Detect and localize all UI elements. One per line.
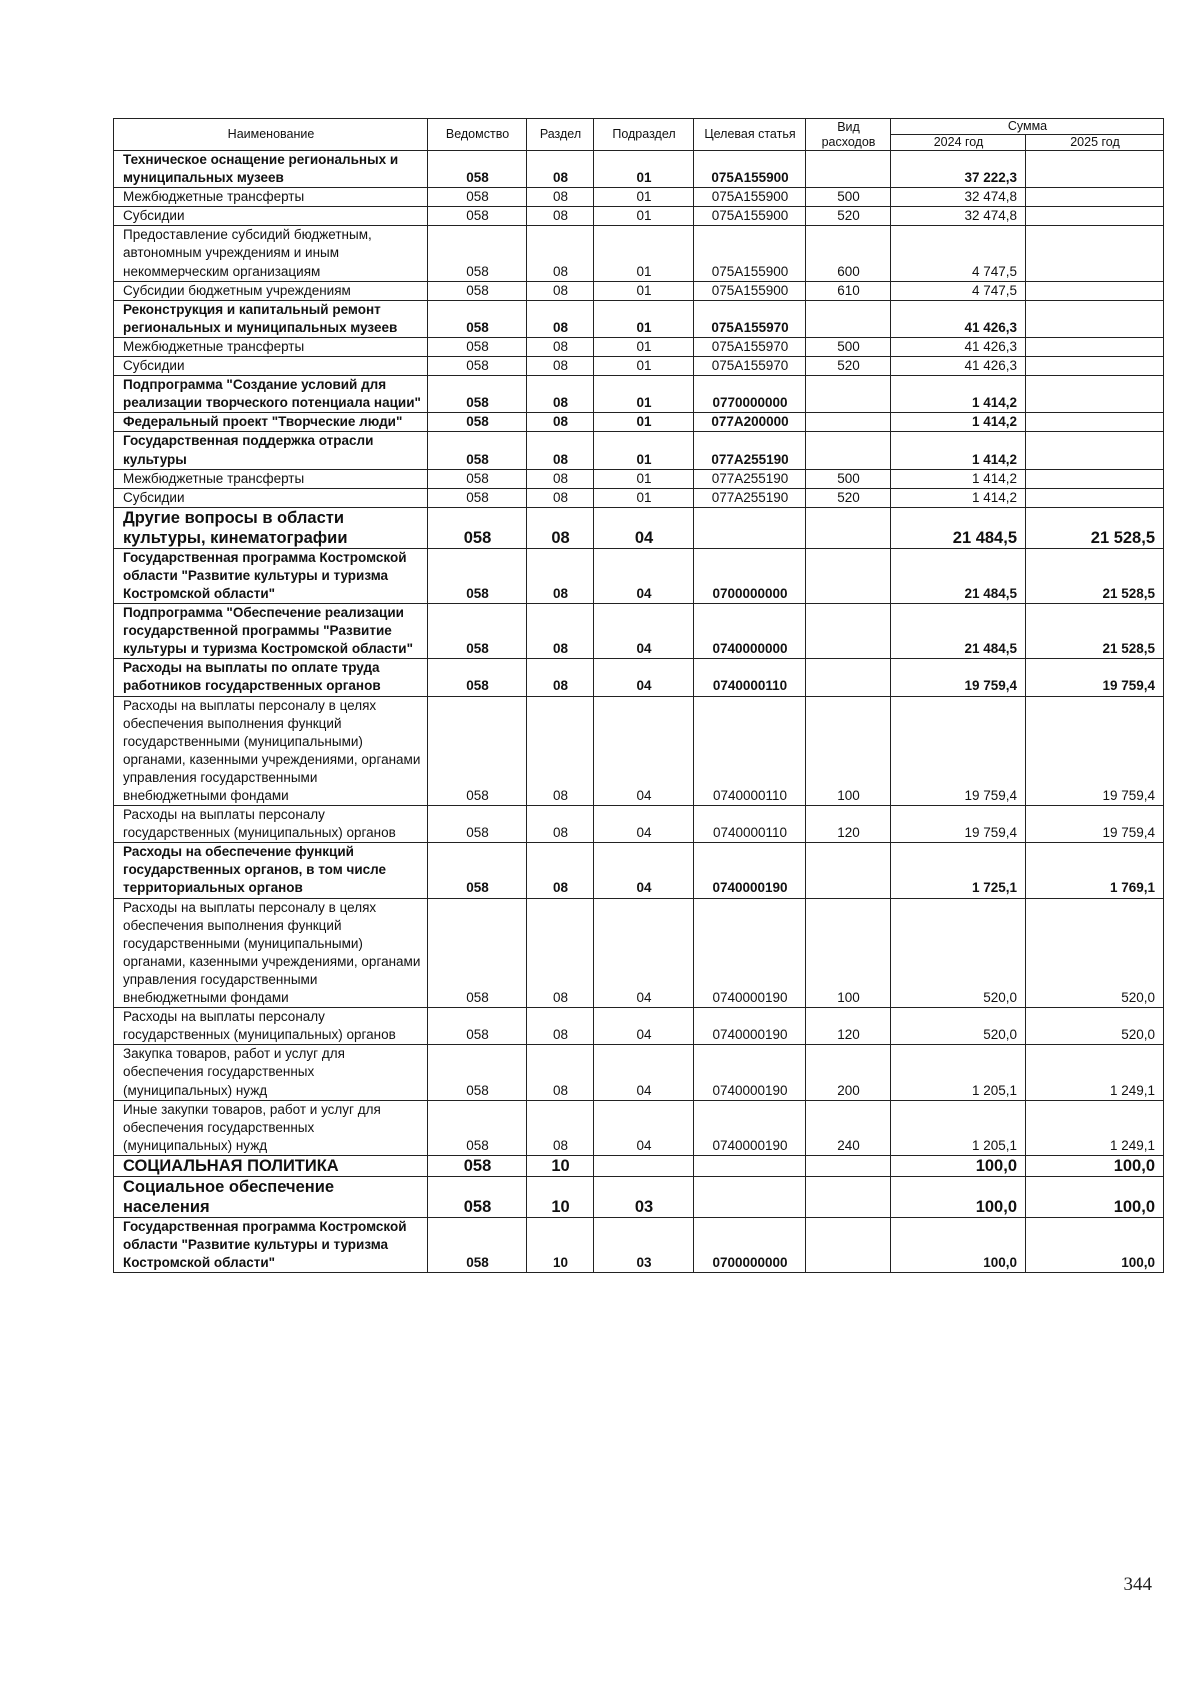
cell-vid-rashodov: [806, 151, 891, 188]
cell-razdel: 08: [527, 469, 594, 488]
cell-celevaya-statya: [694, 1176, 806, 1217]
cell-name: Расходы на выплаты персоналу государственных (муниципальных) органов: [114, 1008, 428, 1045]
cell-vedomstvo: 058: [428, 376, 527, 413]
cell-razdel: 08: [527, 207, 594, 226]
cell-podrazdel: 01: [594, 469, 694, 488]
cell-sum-2025: [1026, 357, 1164, 376]
cell-sum-2025: [1026, 281, 1164, 300]
cell-sum-2024: 100,0: [891, 1217, 1026, 1272]
cell-podrazdel: 01: [594, 207, 694, 226]
cell-razdel: 08: [527, 843, 594, 898]
page-number: 344: [1123, 1574, 1152, 1595]
cell-razdel: 08: [527, 659, 594, 696]
table-row: [114, 151, 1164, 188]
cell-sum-2024: 19 759,4: [891, 659, 1026, 696]
header-vid-rashodov: Вид расходов: [806, 119, 891, 151]
cell-celevaya-statya: 075A155900: [694, 226, 806, 281]
cell-name: Государственная программа Костромской области "Развитие культуры и туризма Костромской области": [114, 548, 428, 603]
table-row: [114, 488, 1164, 507]
cell-podrazdel: 01: [594, 226, 694, 281]
cell-celevaya-statya: 075A155900: [694, 207, 806, 226]
cell-razdel: 08: [527, 188, 594, 207]
cell-sum-2025: 1 249,1: [1026, 1100, 1164, 1155]
budget-table-sheet: [113, 118, 1163, 1273]
cell-sum-2025: 19 759,4: [1026, 696, 1164, 806]
cell-podrazdel: 01: [594, 151, 694, 188]
cell-sum-2025: [1026, 207, 1164, 226]
cell-sum-2025: [1026, 413, 1164, 432]
cell-vedomstvo: 058: [428, 1045, 527, 1100]
cell-celevaya-statya: 0740000190: [694, 843, 806, 898]
cell-sum-2024: 520,0: [891, 1008, 1026, 1045]
cell-vid-rashodov: [806, 659, 891, 696]
table-row: [114, 843, 1164, 898]
cell-name: Субсидии: [114, 207, 428, 226]
cell-podrazdel: 04: [594, 806, 694, 843]
cell-name: Закупка товаров, работ и услуг для обеспечения государственных (муниципальных) нужд: [114, 1045, 428, 1100]
cell-name: Подпрограмма "Обеспечение реализации государственной программы "Развитие культуры и туризма Костромской области": [114, 604, 428, 659]
table-row: [114, 413, 1164, 432]
cell-name: Расходы на выплаты по оплате труда работников государственных органов: [114, 659, 428, 696]
cell-podrazdel: 04: [594, 898, 694, 1008]
cell-celevaya-statya: 0740000000: [694, 604, 806, 659]
cell-vid-rashodov: 600: [806, 226, 891, 281]
header-podrazdel: Подраздел: [594, 119, 694, 151]
cell-celevaya-statya: 077A255190: [694, 469, 806, 488]
cell-sum-2024: 19 759,4: [891, 806, 1026, 843]
cell-sum-2024: 41 426,3: [891, 357, 1026, 376]
cell-vid-rashodov: 100: [806, 696, 891, 806]
cell-vedomstvo: 058: [428, 659, 527, 696]
cell-vedomstvo: 058: [428, 1217, 527, 1272]
cell-razdel: 08: [527, 1008, 594, 1045]
cell-vid-rashodov: 610: [806, 281, 891, 300]
cell-vedomstvo: 058: [428, 300, 527, 337]
cell-sum-2024: 520,0: [891, 898, 1026, 1008]
cell-name: Реконструкция и капитальный ремонт региональных и муниципальных музеев: [114, 300, 428, 337]
cell-sum-2025: 520,0: [1026, 1008, 1164, 1045]
header-summa: Сумма: [891, 119, 1164, 135]
cell-celevaya-statya: 0740000190: [694, 898, 806, 1008]
cell-razdel: 08: [527, 337, 594, 356]
cell-sum-2024: 100,0: [891, 1155, 1026, 1176]
table-row: [114, 1176, 1164, 1217]
cell-podrazdel: [594, 1155, 694, 1176]
cell-podrazdel: 04: [594, 1045, 694, 1100]
cell-celevaya-statya: 075A155970: [694, 300, 806, 337]
cell-vedomstvo: 058: [428, 488, 527, 507]
table-row: [114, 469, 1164, 488]
cell-vedomstvo: 058: [428, 337, 527, 356]
cell-sum-2024: 41 426,3: [891, 337, 1026, 356]
cell-celevaya-statya: 0740000110: [694, 696, 806, 806]
cell-name: Субсидии: [114, 488, 428, 507]
cell-name: Другие вопросы в области культуры, кинематографии: [114, 507, 428, 548]
cell-vedomstvo: 058: [428, 1008, 527, 1045]
cell-podrazdel: 01: [594, 337, 694, 356]
cell-podrazdel: 04: [594, 604, 694, 659]
cell-podrazdel: 03: [594, 1217, 694, 1272]
table-row: [114, 548, 1164, 603]
cell-vid-rashodov: 240: [806, 1100, 891, 1155]
cell-celevaya-statya: [694, 507, 806, 548]
cell-name: Социальное обеспечение населения: [114, 1176, 428, 1217]
cell-sum-2025: [1026, 337, 1164, 356]
cell-razdel: 08: [527, 413, 594, 432]
cell-sum-2024: 100,0: [891, 1176, 1026, 1217]
cell-razdel: 08: [527, 1100, 594, 1155]
cell-sum-2025: [1026, 188, 1164, 207]
cell-celevaya-statya: 077A255190: [694, 488, 806, 507]
cell-vid-rashodov: [806, 548, 891, 603]
cell-razdel: 10: [527, 1155, 594, 1176]
cell-sum-2025: [1026, 488, 1164, 507]
header-name: Наименование: [114, 119, 428, 151]
cell-vedomstvo: 058: [428, 1176, 527, 1217]
cell-celevaya-statya: 075A155970: [694, 337, 806, 356]
cell-sum-2024: 41 426,3: [891, 300, 1026, 337]
cell-celevaya-statya: 0740000110: [694, 659, 806, 696]
cell-vid-rashodov: [806, 376, 891, 413]
cell-sum-2025: 21 528,5: [1026, 507, 1164, 548]
cell-podrazdel: 01: [594, 188, 694, 207]
cell-vid-rashodov: [806, 1155, 891, 1176]
cell-vedomstvo: 058: [428, 151, 527, 188]
table-row: [114, 188, 1164, 207]
cell-razdel: 08: [527, 357, 594, 376]
cell-vedomstvo: 058: [428, 806, 527, 843]
cell-vedomstvo: 058: [428, 413, 527, 432]
cell-celevaya-statya: 0770000000: [694, 376, 806, 413]
table-row: [114, 1045, 1164, 1100]
cell-podrazdel: 01: [594, 432, 694, 469]
cell-sum-2025: [1026, 376, 1164, 413]
table-row: [114, 1217, 1164, 1272]
cell-sum-2024: 1 205,1: [891, 1045, 1026, 1100]
cell-vedomstvo: 058: [428, 357, 527, 376]
cell-razdel: 08: [527, 806, 594, 843]
cell-vid-rashodov: 120: [806, 806, 891, 843]
table-row: [114, 1100, 1164, 1155]
cell-name: Межбюджетные трансферты: [114, 337, 428, 356]
header-razdel: Раздел: [527, 119, 594, 151]
cell-vid-rashodov: 520: [806, 207, 891, 226]
cell-vid-rashodov: [806, 300, 891, 337]
cell-sum-2024: 1 414,2: [891, 488, 1026, 507]
cell-sum-2025: [1026, 151, 1164, 188]
cell-vedomstvo: 058: [428, 226, 527, 281]
cell-podrazdel: 01: [594, 413, 694, 432]
cell-sum-2024: 1 725,1: [891, 843, 1026, 898]
cell-sum-2024: 4 747,5: [891, 281, 1026, 300]
cell-sum-2024: 32 474,8: [891, 207, 1026, 226]
cell-sum-2025: [1026, 432, 1164, 469]
cell-name: Подпрограмма "Создание условий для реализации творческого потенциала нации": [114, 376, 428, 413]
cell-podrazdel: 01: [594, 488, 694, 507]
cell-razdel: 08: [527, 226, 594, 281]
cell-vid-rashodov: [806, 604, 891, 659]
cell-vid-rashodov: [806, 843, 891, 898]
cell-name: Государственная поддержка отрасли культуры: [114, 432, 428, 469]
cell-vedomstvo: 058: [428, 507, 527, 548]
cell-sum-2025: 21 528,5: [1026, 548, 1164, 603]
cell-razdel: 10: [527, 1176, 594, 1217]
cell-sum-2024: 1 414,2: [891, 432, 1026, 469]
cell-razdel: 08: [527, 281, 594, 300]
cell-podrazdel: 03: [594, 1176, 694, 1217]
cell-podrazdel: 04: [594, 548, 694, 603]
cell-podrazdel: 01: [594, 376, 694, 413]
cell-name: СОЦИАЛЬНАЯ ПОЛИТИКА: [114, 1155, 428, 1176]
cell-celevaya-statya: 077A255190: [694, 432, 806, 469]
cell-vedomstvo: 058: [428, 1100, 527, 1155]
cell-celevaya-statya: 075A155970: [694, 357, 806, 376]
cell-razdel: 08: [527, 151, 594, 188]
cell-vid-rashodov: [806, 1176, 891, 1217]
cell-sum-2024: 1 414,2: [891, 376, 1026, 413]
cell-vid-rashodov: 100: [806, 898, 891, 1008]
cell-celevaya-statya: 077A200000: [694, 413, 806, 432]
table-row: [114, 696, 1164, 806]
cell-vid-rashodov: 520: [806, 488, 891, 507]
cell-razdel: 10: [527, 1217, 594, 1272]
cell-vid-rashodov: 500: [806, 469, 891, 488]
cell-podrazdel: 04: [594, 1008, 694, 1045]
budget-table: [113, 118, 1164, 1273]
cell-celevaya-statya: [694, 1155, 806, 1176]
cell-name: Межбюджетные трансферты: [114, 188, 428, 207]
table-row: [114, 898, 1164, 1008]
cell-vedomstvo: 058: [428, 188, 527, 207]
cell-vid-rashodov: [806, 507, 891, 548]
cell-vid-rashodov: [806, 432, 891, 469]
table-row: [114, 1155, 1164, 1176]
cell-vedomstvo: 058: [428, 548, 527, 603]
cell-sum-2025: 520,0: [1026, 898, 1164, 1008]
cell-vedomstvo: 058: [428, 843, 527, 898]
cell-name: Расходы на выплаты персоналу в целях обеспечения выполнения функций государственными (муниципальными) органами, казенными учреждениями, органами управления государственными внебюджетными фондами: [114, 696, 428, 806]
cell-sum-2024: 4 747,5: [891, 226, 1026, 281]
header-vedomstvo: Ведомство: [428, 119, 527, 151]
cell-razdel: 08: [527, 604, 594, 659]
cell-name: Расходы на выплаты персоналу государственных (муниципальных) органов: [114, 806, 428, 843]
cell-name: Субсидии бюджетным учреждениям: [114, 281, 428, 300]
cell-celevaya-statya: 075A155900: [694, 151, 806, 188]
cell-sum-2024: 19 759,4: [891, 696, 1026, 806]
cell-vid-rashodov: 500: [806, 188, 891, 207]
cell-celevaya-statya: 0740000190: [694, 1045, 806, 1100]
cell-razdel: 08: [527, 1045, 594, 1100]
table-row: [114, 507, 1164, 548]
cell-vedomstvo: 058: [428, 281, 527, 300]
cell-name: Субсидии: [114, 357, 428, 376]
cell-podrazdel: 01: [594, 281, 694, 300]
table-row: [114, 281, 1164, 300]
cell-razdel: 08: [527, 300, 594, 337]
table-row: [114, 207, 1164, 226]
table-row: [114, 1008, 1164, 1045]
table-row: [114, 604, 1164, 659]
cell-vid-rashodov: 520: [806, 357, 891, 376]
header-celevaya-statya: Целевая статья: [694, 119, 806, 151]
table-row: [114, 300, 1164, 337]
cell-razdel: 08: [527, 507, 594, 548]
cell-sum-2025: 19 759,4: [1026, 806, 1164, 843]
cell-sum-2024: 1 414,2: [891, 469, 1026, 488]
cell-sum-2025: [1026, 226, 1164, 281]
cell-razdel: 08: [527, 488, 594, 507]
cell-vid-rashodov: 500: [806, 337, 891, 356]
table-row: [114, 376, 1164, 413]
cell-razdel: 08: [527, 432, 594, 469]
table-body: [114, 151, 1164, 1273]
cell-vedomstvo: 058: [428, 696, 527, 806]
cell-podrazdel: 04: [594, 1100, 694, 1155]
table-row: [114, 806, 1164, 843]
cell-name: Иные закупки товаров, работ и услуг для обеспечения государственных (муниципальных) нужд: [114, 1100, 428, 1155]
table-row: [114, 337, 1164, 356]
cell-razdel: 08: [527, 898, 594, 1008]
cell-sum-2024: 1 414,2: [891, 413, 1026, 432]
cell-podrazdel: 01: [594, 300, 694, 337]
cell-razdel: 08: [527, 548, 594, 603]
cell-sum-2025: 21 528,5: [1026, 604, 1164, 659]
cell-name: Техническое оснащение региональных и муниципальных музеев: [114, 151, 428, 188]
cell-name: Федеральный проект "Творческие люди": [114, 413, 428, 432]
cell-podrazdel: 04: [594, 696, 694, 806]
cell-name: Государственная программа Костромской области "Развитие культуры и туризма Костромской области": [114, 1217, 428, 1272]
cell-sum-2024: 37 222,3: [891, 151, 1026, 188]
cell-celevaya-statya: 0700000000: [694, 1217, 806, 1272]
cell-name: Расходы на выплаты персоналу в целях обеспечения выполнения функций государственными (муниципальными) органами, казенными учреждениями, органами управления государственными внебюджетными фондами: [114, 898, 428, 1008]
cell-vedomstvo: 058: [428, 469, 527, 488]
cell-podrazdel: 01: [594, 357, 694, 376]
cell-vedomstvo: 058: [428, 1155, 527, 1176]
cell-sum-2025: 100,0: [1026, 1176, 1164, 1217]
cell-vedomstvo: 058: [428, 207, 527, 226]
cell-celevaya-statya: 0740000110: [694, 806, 806, 843]
cell-podrazdel: 04: [594, 659, 694, 696]
cell-sum-2025: [1026, 300, 1164, 337]
cell-sum-2025: 100,0: [1026, 1155, 1164, 1176]
cell-sum-2024: 21 484,5: [891, 604, 1026, 659]
cell-razdel: 08: [527, 696, 594, 806]
header-year-2024: 2024 год: [891, 135, 1026, 151]
table-row: [114, 226, 1164, 281]
cell-podrazdel: 04: [594, 507, 694, 548]
cell-vedomstvo: 058: [428, 898, 527, 1008]
cell-vedomstvo: 058: [428, 432, 527, 469]
cell-vid-rashodov: 120: [806, 1008, 891, 1045]
cell-name: Межбюджетные трансферты: [114, 469, 428, 488]
cell-celevaya-statya: 0740000190: [694, 1008, 806, 1045]
cell-celevaya-statya: 075A155900: [694, 188, 806, 207]
cell-celevaya-statya: 0700000000: [694, 548, 806, 603]
cell-vedomstvo: 058: [428, 604, 527, 659]
cell-sum-2025: 1 769,1: [1026, 843, 1164, 898]
cell-sum-2025: [1026, 469, 1164, 488]
cell-sum-2025: 1 249,1: [1026, 1045, 1164, 1100]
cell-vid-rashodov: 200: [806, 1045, 891, 1100]
cell-podrazdel: 04: [594, 843, 694, 898]
cell-name: Предоставление субсидий бюджетным, автономным учреждениям и иным некоммерческим организациям: [114, 226, 428, 281]
table-row: [114, 357, 1164, 376]
cell-sum-2024: 1 205,1: [891, 1100, 1026, 1155]
cell-vid-rashodov: [806, 1217, 891, 1272]
cell-sum-2025: 19 759,4: [1026, 659, 1164, 696]
cell-sum-2024: 32 474,8: [891, 188, 1026, 207]
table-row: [114, 432, 1164, 469]
cell-razdel: 08: [527, 376, 594, 413]
cell-vid-rashodov: [806, 413, 891, 432]
cell-sum-2025: 100,0: [1026, 1217, 1164, 1272]
cell-sum-2024: 21 484,5: [891, 548, 1026, 603]
cell-sum-2024: 21 484,5: [891, 507, 1026, 548]
cell-name: Расходы на обеспечение функций государственных органов, в том числе территориальных органов: [114, 843, 428, 898]
header-year-2025: 2025 год: [1026, 135, 1164, 151]
table-row: [114, 659, 1164, 696]
cell-celevaya-statya: 075A155900: [694, 281, 806, 300]
cell-celevaya-statya: 0740000190: [694, 1100, 806, 1155]
